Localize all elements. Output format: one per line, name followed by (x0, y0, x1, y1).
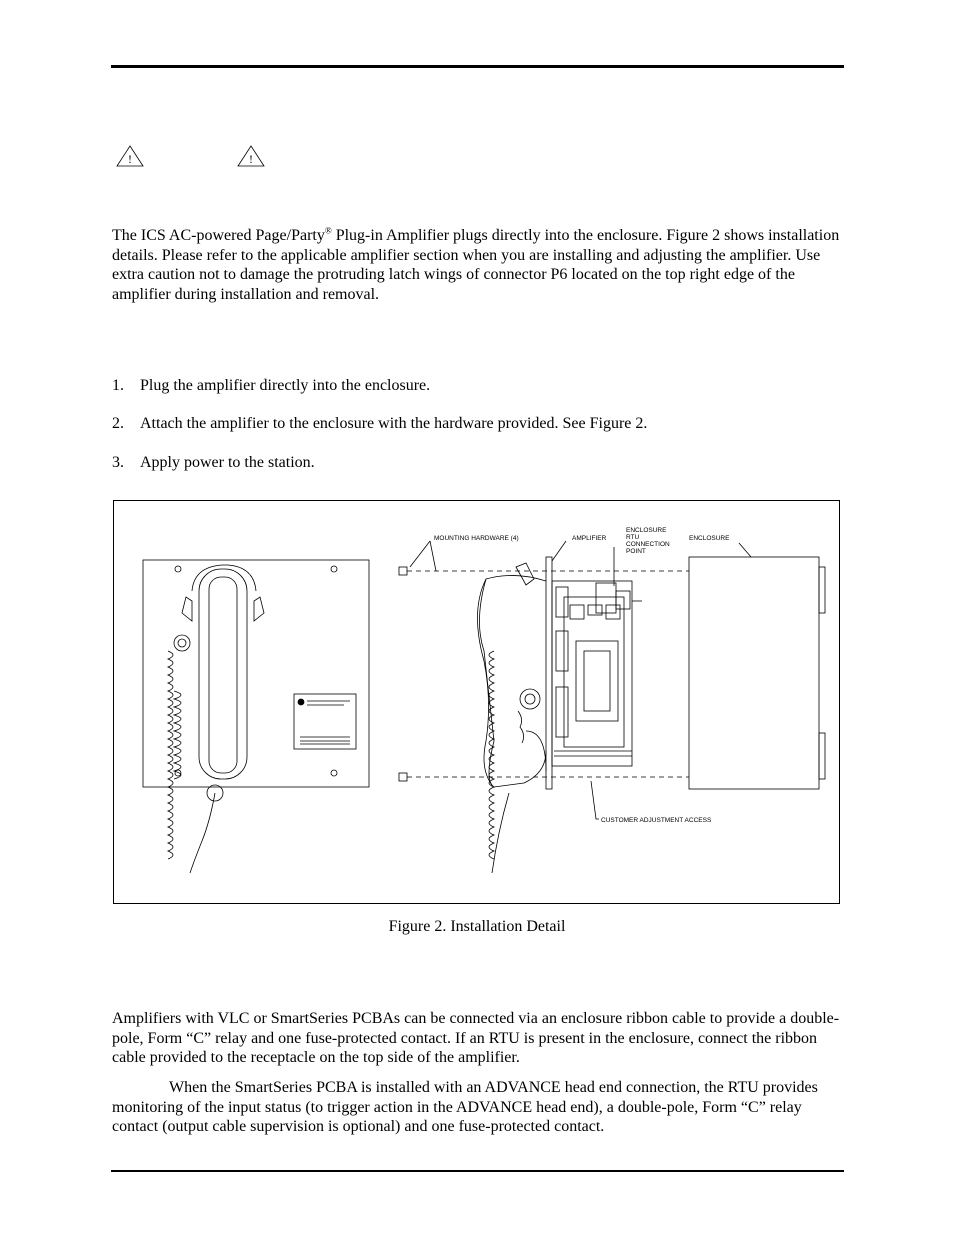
svg-text:POINT: POINT (626, 548, 646, 555)
faceplate (143, 560, 369, 787)
svg-text:ENCLOSURE: ENCLOSURE (689, 535, 730, 542)
body-paragraph: Amplifiers with VLC or SmartSeries PCBAs can be connected via an enclosure ribbon cable to provide a double-pole, Form “C” relay and one fuse-protected contact. If an RTU is present in the enclosure, connect the ribbon cable provided to the receptacle on the top side of the amplifier. (112, 1010, 840, 1066)
svg-text:CUSTOMER ADJUSTMENT ACCESS: CUSTOMER ADJUSTMENT ACCESS (601, 817, 712, 824)
footer-rule (111, 1170, 844, 1172)
header-rule (111, 65, 844, 68)
body-paragraph: When the SmartSeries PCBA is installed with an ADVANCE head end connection, the RTU provides monitoring of the input status (to trigger action in the ADVANCE head end), a double-pole, Form “C” relay contact (output cable supervision is optional) and one fuse-protected contact. (112, 1079, 818, 1135)
list-item: 3. Apply power to the station. (112, 454, 315, 471)
list-item: 2. Attach the amplifier to the enclosure with the hardware provided. See Figure 2. (112, 415, 648, 432)
svg-text:AMPLIFIER: AMPLIFIER (572, 535, 607, 542)
svg-text:CONNECTION: CONNECTION (626, 541, 670, 548)
warning-icon (237, 145, 265, 167)
warning-icon (116, 145, 144, 167)
list-item: 1. Plug the amplifier directly into the enclosure. (112, 377, 431, 394)
svg-text:!: ! (128, 152, 132, 166)
intro-paragraph: The ICS AC-powered Page/Party® Plug-in Amplifier plugs directly into the enclosure. Figure 2 shows installation details. Please refer to the applicable amplifier section when you are installing and adjusting the amplifier. Use extra caution not to damage the protruding latch wings of connector P6 located on the top right edge of the amplifier during installation and removal. (112, 225, 840, 303)
installation-figure (113, 500, 840, 904)
coiled-cord (168, 651, 173, 859)
svg-text:RTU: RTU (626, 534, 640, 541)
svg-text:!: ! (249, 152, 253, 166)
svg-text:MOUNTING HARDWARE (4): MOUNTING HARDWARE (4) (434, 535, 519, 542)
figure-caption: Figure 2. Installation Detail (388, 918, 566, 935)
enclosure-box (689, 557, 819, 789)
svg-text:ENCLOSURE: ENCLOSURE (626, 527, 667, 534)
installation-drawing (114, 501, 841, 905)
